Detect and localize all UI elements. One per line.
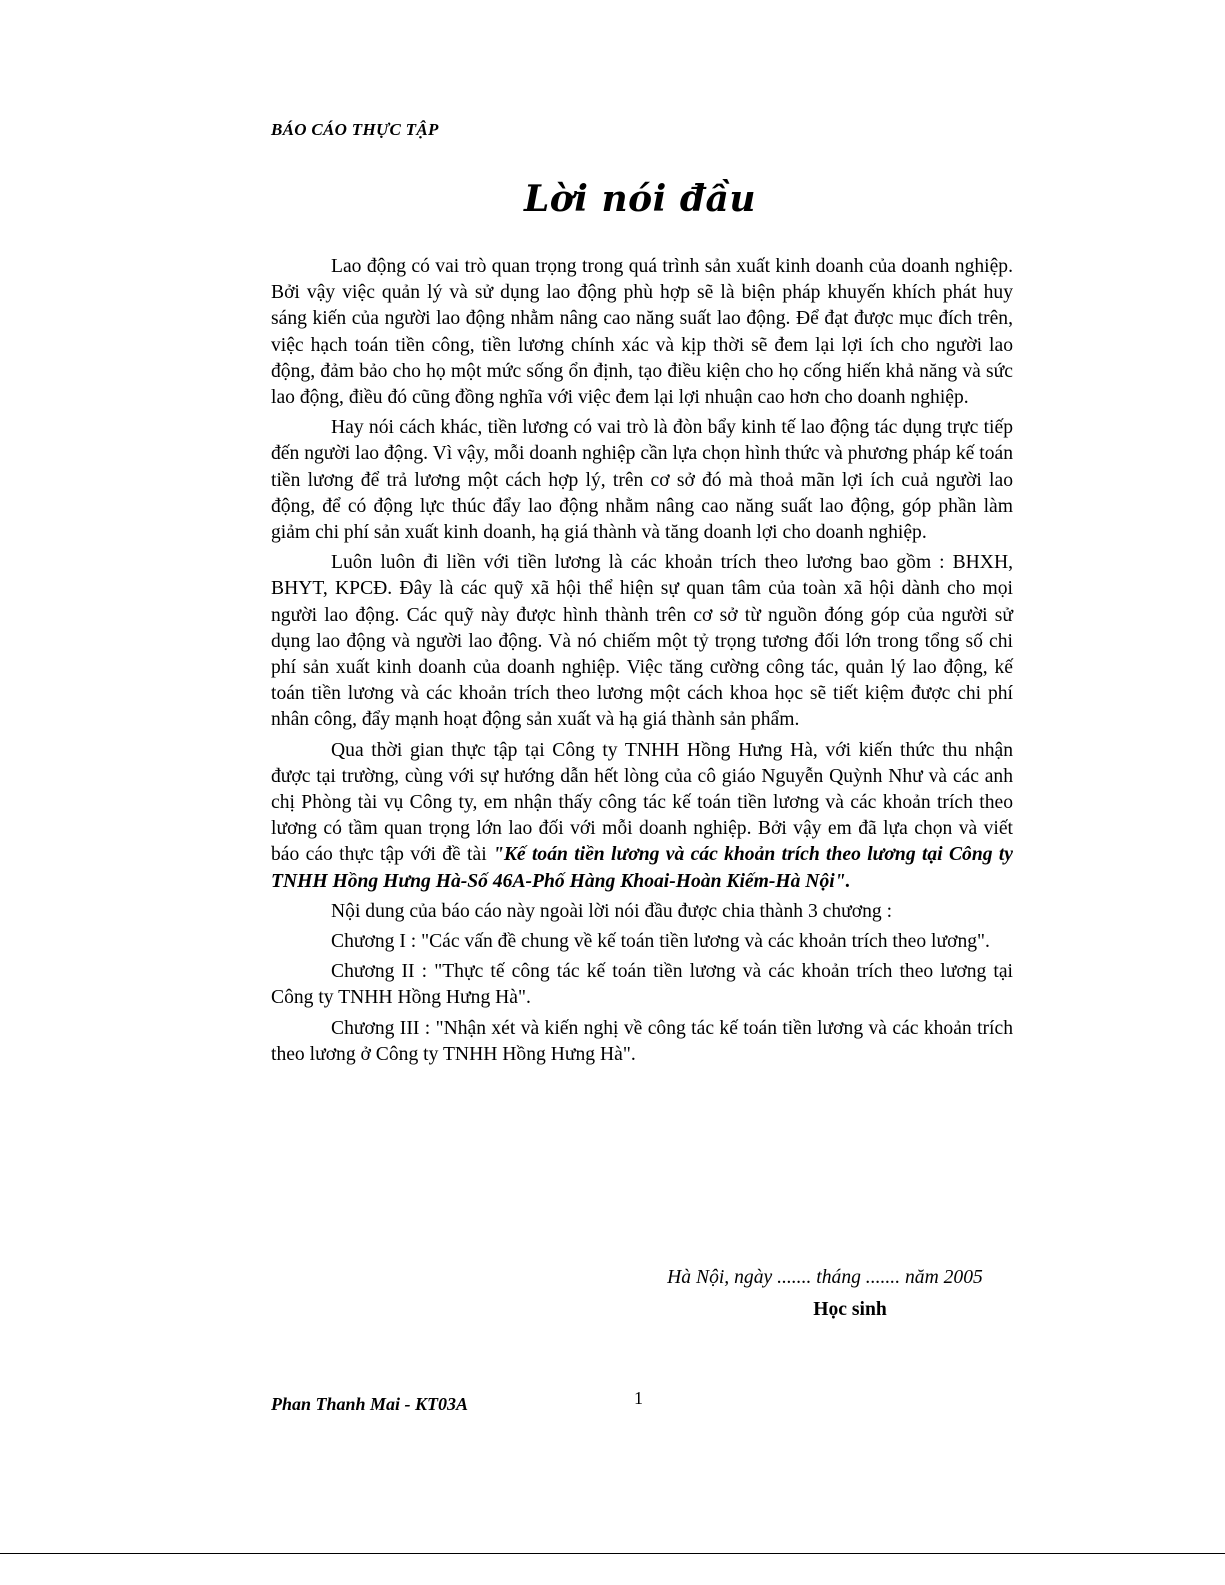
report-header: BÁO CÁO THỰC TẬP bbox=[271, 120, 439, 139]
document-body bbox=[271, 254, 1013, 1068]
signature-block bbox=[640, 1264, 1010, 1324]
paragraph-salary-role: Hay nói cách khác, tiền lương có vai trò là đòn bẩy kinh tế lao động tác dụng trực tiếp đến người lao động. Vì vậy, mỗi doanh nghiệp cần lựa chọn hình thức và phương pháp kế toán tiền lương để trả lương một cách hợp lý, trên cơ sở đó mà thoả mãn lợi ích cuả người lao động, để có động lực thúc đẩy lao động nhằm nâng cao năng suất lao động, góp phần làm giảm chi phí sản xuất kinh doanh, hạ giá thành và tăng doanh lợi cho doanh nghiệp. bbox=[271, 417, 1013, 544]
paragraph-structure: Nội dung của báo cáo này ngoài lời nói đầu được chia thành 3 chương : bbox=[331, 900, 893, 922]
footer-author: Phan Thanh Mai - KT03A bbox=[271, 1394, 469, 1414]
signature-date: Hà Nội, ngày ....... tháng ....... năm 2005 bbox=[667, 1267, 983, 1288]
chapter-3: Chương III : "Nhận xét và kiến nghị về công tác kế toán tiền lương và các khoản trích theo lương ở Công ty TNHH Hồng Hưng Hà". bbox=[271, 1017, 1013, 1065]
report-topic: "Kế toán tiền lương và các khoản trích theo lương tại Công ty TNHH Hồng Hưng Hà-Số 46A-Phố Hàng Khoai-Hoàn Kiếm-Hà Nội". bbox=[271, 844, 1013, 892]
paragraph-intro: Lao động có vai trò quan trọng trong quá trình sản xuất kinh doanh của doanh nghiệp. Bởi vậy việc quản lý và sử dụng lao động phù hợp sẽ là biện pháp khuyến khích phát huy sáng kiến của người lao động nhằm nâng cao năng suất lao động. Để đạt được mục đích trên, việc hạch toán tiền công, tiền lương chính xác và kịp thời sẽ đem lại lợi ích cho người lao động, đảm bảo cho họ một mức sống ổn định, tạo điều kiện cho họ cống hiến khả năng và sức lao động, điều đó cũng đồng nghĩa với việc đem lại lợi nhuận cao hơn cho doanh nghiệp. bbox=[271, 256, 1013, 409]
signature-role: Học sinh bbox=[813, 1299, 887, 1320]
paragraph-internship-text: Qua thời gian thực tập tại Công ty TNHH Hồng Hưng Hà, với kiến thức thu nhận được tại trường, cùng với sự hướng dẫn hết lòng của cô giáo Nguyễn Quỳnh Như và các anh chị Phòng tài vụ Công ty, em nhận thấy công tác kế toán tiền lương và các khoản trích theo lương có tầm quan trọng lớn lao đối với mỗi doanh nghiệp. Bởi vậy em đã lựa chọn và viết báo cáo thực tập với đề tài bbox=[271, 739, 1013, 866]
paragraph-internship bbox=[271, 738, 1013, 895]
paragraph-deductions: Luôn luôn đi liền với tiền lương là các khoản trích theo lương bao gồm : BHXH, BHYT, KPCĐ. Đây là các quỹ xã hội thể hiện sự quan tâm của toàn xã hội dành cho mọi người lao động. Các quỹ này được hình thành trên cơ sở từ nguồn đóng góp của người sử dụng lao động và người lao động. Và nó chiếm một tỷ trọng tương đối lớn trong tổng số chi phí sản xuất kinh doanh của doanh nghiệp. Việc tăng cường công tác, quản lý lao động, kế toán tiền lương và các khoản trích theo lương một cách khoa học sẽ tiết kiệm được chi phí nhân công, đẩy mạnh hoạt động sản xuất và hạ giá thành sản phẩm. bbox=[271, 552, 1013, 731]
page-bottom-divider bbox=[0, 1553, 1225, 1554]
page-title: Lời nói đầu bbox=[523, 178, 757, 220]
chapter-1: Chương I : "Các vấn đề chung về kế toán tiền lương và các khoản trích theo lương". bbox=[331, 931, 990, 953]
chapter-2: Chương II : "Thực tế công tác kế toán tiền lương và các khoản trích theo lương tại Công ty TNHH Hồng Hưng Hà". bbox=[271, 961, 1013, 1009]
page-number: 1 bbox=[634, 1388, 643, 1408]
